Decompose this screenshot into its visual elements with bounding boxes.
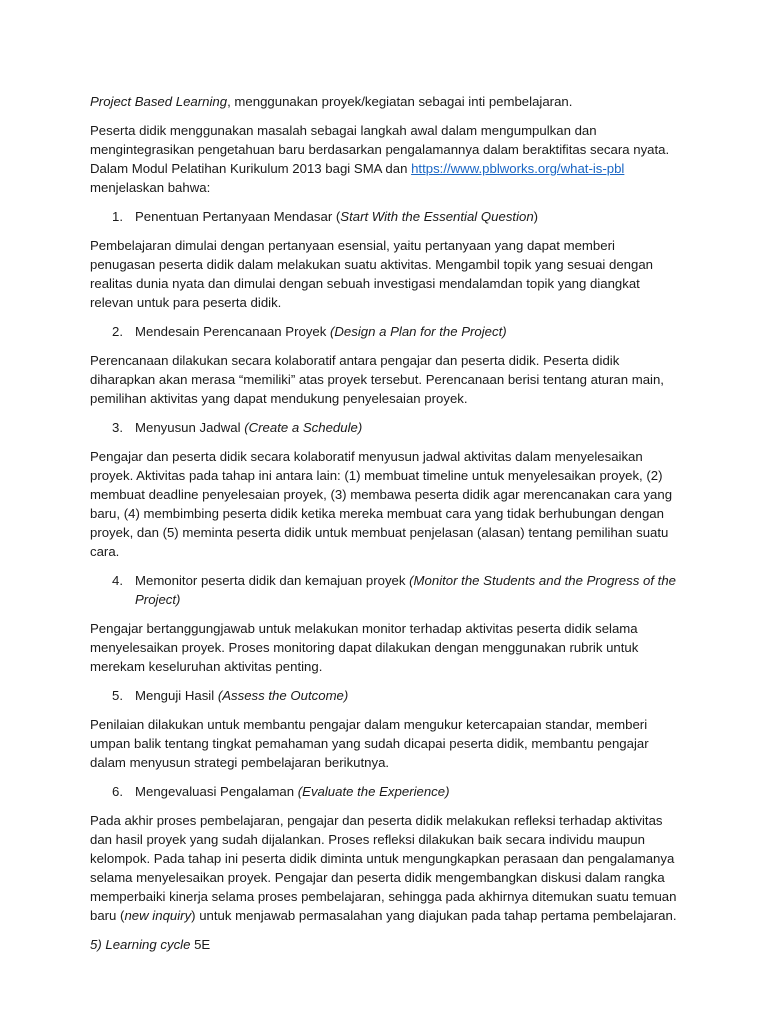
step-description-4: Pengajar bertanggungjawab untuk melakukan monitor terhadap aktivitas peserta didik selama menyelesaikan proyek. Proses monitoring dapat dilakukan dengan menggunakan rubrik untuk merekam keseluruhan aktivitas penting. bbox=[90, 621, 639, 674]
step-description-1: Pembelajaran dimulai dengan pertanyaan esensial, yaitu pertanyaan yang dapat memberi penugasan peserta didik dalam melakukan suatu aktivitas. Mengambil topik yang sesuai dengan realitas dunia nyata dan dimulai dengan sebuah investigasi mendalamdan topik yang diangkat relevan untuk para peserta didik. bbox=[90, 238, 654, 310]
context-text-end: menjelaskan bahwa: bbox=[90, 180, 211, 195]
final-text-end: ) untuk menjawab permasalahan yang diajukan pada tahap pertama pembelajaran. bbox=[191, 908, 677, 923]
context-text: Peserta didik menggunakan masalah sebagai langkah awal dalam mengumpulkan dan mengintegrasikan pengetahuan baru berdasarkan pengalamannya dalam beraktifitas secara nyata. Dalam Modul Pelatihan Kurikulum 2013 bagi SMA dan bbox=[90, 123, 670, 176]
step-number: 1. bbox=[112, 209, 123, 224]
step-title: Mengevaluasi Pengalaman bbox=[135, 784, 298, 799]
step-title-english: (Create a Schedule) bbox=[244, 420, 363, 435]
step-description-3: Pengajar dan peserta didik secara kolaboratif menyusun jadwal aktivitas dalam menyelesaikan proyek. Aktivitas pada tahap ini antara lain: (1) membuat timeline untuk menyelesaikan proyek, (2) membuat deadline penyelesaian proyek, (3) membawa peserta didik agar merencanakan cara yang baru, (4) membimbing peserta didik ketika mereka membuat cara yang tidak berhubungan dengan proyek, dan (5) meminta peserta didik untuk membuat penjelasan (alasan) tentang pemilihan suatu cara. bbox=[90, 449, 673, 559]
step-title: Penentuan Pertanyaan Mendasar ( bbox=[135, 209, 341, 224]
step-heading-1 bbox=[90, 207, 680, 226]
step-title: Menguji Hasil bbox=[135, 688, 218, 703]
intro-text: , menggunakan proyek/kegiatan sebagai inti pembelajaran. bbox=[227, 94, 573, 109]
final-term: new inquiry bbox=[124, 908, 192, 923]
step-heading-2 bbox=[90, 322, 680, 341]
step-number: 3. bbox=[112, 420, 123, 435]
document-body bbox=[90, 92, 680, 964]
step-title: Memonitor peserta didik dan kemajuan proyek bbox=[135, 573, 410, 588]
context-paragraph bbox=[90, 121, 680, 197]
step-description-5: Penilaian dilakukan untuk membantu pengajar dalam mengukur ketercapaian standar, memberi umpan balik tentang tingkat pemahaman yang sudah dicapai peserta didik, membantu pengajar dalam menyusun strategi pembelajaran berikutnya. bbox=[90, 717, 649, 770]
step-heading-5 bbox=[90, 686, 680, 705]
step-title-english: Start With the Essential Question bbox=[340, 209, 534, 224]
step-title: Menyusun Jadwal bbox=[135, 420, 245, 435]
step-number: 5. bbox=[112, 688, 123, 703]
step-description-6 bbox=[90, 811, 680, 925]
step-heading-6 bbox=[90, 782, 680, 801]
step-title: Mendesain Perencanaan Proyek bbox=[135, 324, 331, 339]
step-title-end: ) bbox=[533, 209, 539, 224]
intro-paragraph bbox=[90, 92, 680, 111]
step-description-2: Perencanaan dilakukan secara kolaboratif antara pengajar dan peserta didik. Peserta didik diharapkan akan merasa “memiliki” atas proyek tersebut. Perencanaan berisi tentang aturan main, pemilihan aktivitas yang dapat mendukung penyelesaian proyek. bbox=[90, 353, 664, 406]
step-title-english: (Design a Plan for the Project) bbox=[330, 324, 507, 339]
step-number: 2. bbox=[112, 324, 123, 339]
next-heading-italic: 5) Learning cycle bbox=[90, 937, 191, 952]
intro-term: Project Based Learning bbox=[90, 94, 228, 109]
step-title-english: (Assess the Outcome) bbox=[217, 688, 349, 703]
step-title-english: (Monitor the Students and the Progress of the Project) bbox=[135, 573, 676, 607]
step-heading-4 bbox=[90, 571, 680, 609]
pblworks-link[interactable]: https://www.pblworks.org/what-is-pbl bbox=[411, 161, 625, 176]
next-heading-text: 5E bbox=[190, 937, 211, 952]
step-number: 6. bbox=[112, 784, 123, 799]
final-text: Pada akhir proses pembelajaran, pengajar dan peserta didik melakukan refleksi terhadap aktivitas dan hasil proyek yang sudah dijalankan. Proses refleksi dilakukan baik secara individu maupun kelompok. Pada tahap ini peserta didik diminta untuk mengungkapkan perasaan dan pengalamanya selama menyelesaikan proyek. Pengajar dan peserta didik mengembangkan diskusi dalam rangka memperbaiki kinerja selama proses pembelajaran, sehingga pada akhirnya ditemukan suatu temuan baru ( bbox=[90, 813, 677, 923]
step-title-english: (Evaluate the Experience) bbox=[297, 784, 450, 799]
step-number: 4. bbox=[112, 573, 123, 588]
step-heading-3 bbox=[90, 418, 680, 437]
next-section-heading bbox=[90, 935, 680, 954]
